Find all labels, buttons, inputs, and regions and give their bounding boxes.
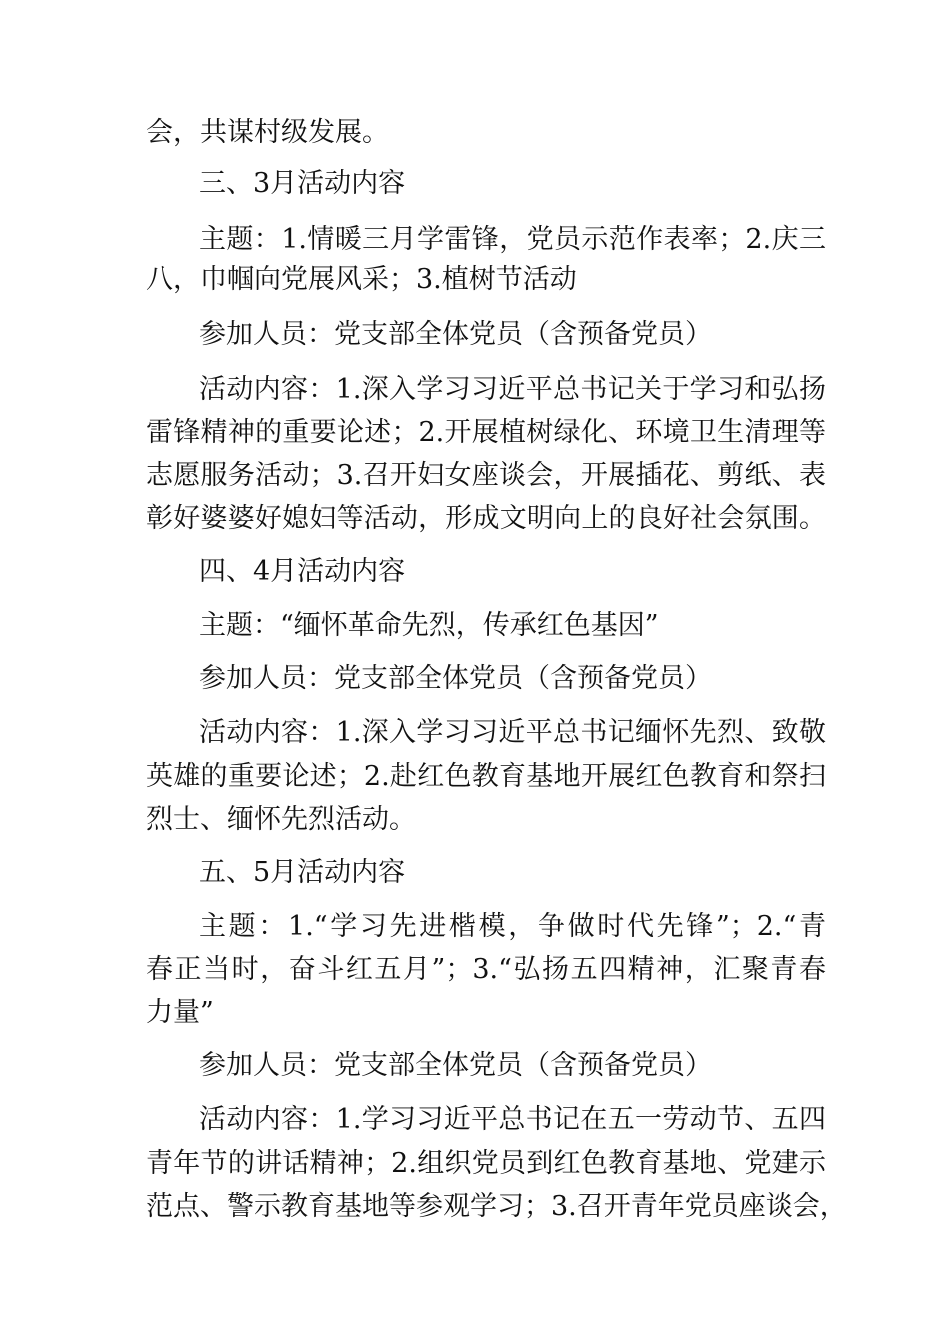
text-line: 主题：1.情暖三月学雷锋，党员示范作表率；2.庆三 bbox=[199, 224, 826, 255]
text-line: 八，巾帼向党展风采；3.植树节活动 bbox=[146, 264, 577, 295]
text-line: 雷锋精神的重要论述；2.开展植树绿化、环境卫生清理等 bbox=[146, 417, 826, 448]
text-line: 范点、警示教育基地等参观学习；3.召开青年党员座谈会， bbox=[146, 1191, 847, 1222]
text-line: 活动内容：1.学习习近平总书记在五一劳动节、五四 bbox=[199, 1104, 826, 1135]
text-line: 英雄的重要论述；2.赴红色教育基地开展红色教育和祭扫 bbox=[146, 761, 826, 792]
text-line: 主题：1.“学习先进楷模，争做时代先锋”；2.“青 bbox=[199, 911, 826, 942]
text-line: 活动内容：1.深入学习习近平总书记关于学习和弘扬 bbox=[199, 374, 826, 405]
text-line: 力量” bbox=[146, 997, 214, 1028]
text-line: 参加人员：党支部全体党员（含预备党员） bbox=[199, 1050, 712, 1081]
section-heading-may: 五、5月活动内容 bbox=[199, 857, 406, 888]
text-line: 参加人员：党支部全体党员（含预备党员） bbox=[199, 319, 712, 350]
text-line: 春正当时，奋斗红五月”；3.“弘扬五四精神，汇聚青春 bbox=[146, 954, 826, 985]
text-line: 志愿服务活动；3.召开妇女座谈会，开展插花、剪纸、表 bbox=[146, 460, 826, 491]
text-line: 青年节的讲话精神；2.组织党员到红色教育基地、党建示 bbox=[146, 1148, 826, 1179]
section-heading-march: 三、3月活动内容 bbox=[199, 168, 406, 199]
text-line: 参加人员：党支部全体党员（含预备党员） bbox=[199, 663, 712, 694]
text-line: 会，共谋村级发展。 bbox=[146, 117, 389, 148]
text-line: 活动内容：1.深入学习习近平总书记缅怀先烈、致敬 bbox=[199, 717, 826, 748]
text-line: 主题：“缅怀革命先烈，传承红色基因” bbox=[199, 610, 659, 641]
section-heading-april: 四、4月活动内容 bbox=[199, 556, 406, 587]
text-line: 彰好婆婆好媳妇等活动，形成文明向上的良好社会氛围。 bbox=[146, 503, 826, 534]
text-line: 烈士、缅怀先烈活动。 bbox=[146, 804, 416, 835]
